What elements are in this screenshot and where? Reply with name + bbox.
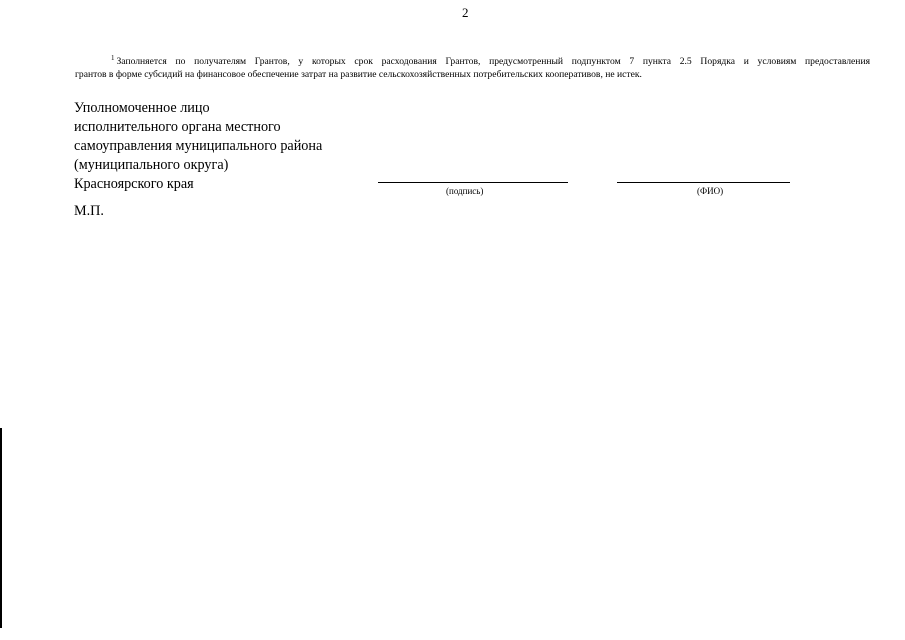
signer-line: Уполномоченное лицо <box>74 100 210 116</box>
footnote <box>75 52 870 81</box>
footnote-line-2: грантов в форме субсидий на финансовое обеспечение затрат на развитие сельскохозяйственных потребительских кооперативов, не истек. <box>75 69 642 80</box>
signer-block <box>74 99 322 194</box>
fio-caption: (ФИО) <box>697 186 724 196</box>
page-number: 2 <box>462 5 469 20</box>
footnote-text-1: Заполняется по получателям Грантов, у которых срок расходования Грантов, предусмотренный подпунктом 7 пункта 2.5 Порядка и условиям предоставления <box>116 56 870 67</box>
signer-line: самоуправления муниципального района <box>74 138 323 154</box>
footnote-line-1 <box>75 52 870 68</box>
margin-line <box>0 428 2 628</box>
signer-line: Красноярского края <box>74 176 194 192</box>
fio-line <box>617 182 790 183</box>
signature-caption: (подпись) <box>446 186 484 196</box>
seal-mark: М.П. <box>74 203 104 219</box>
signer-line: исполнительного органа местного <box>74 119 281 135</box>
signature-line <box>378 182 568 183</box>
footnote-marker: 1 <box>111 54 115 62</box>
signer-line: (муниципального округа) <box>74 157 229 173</box>
